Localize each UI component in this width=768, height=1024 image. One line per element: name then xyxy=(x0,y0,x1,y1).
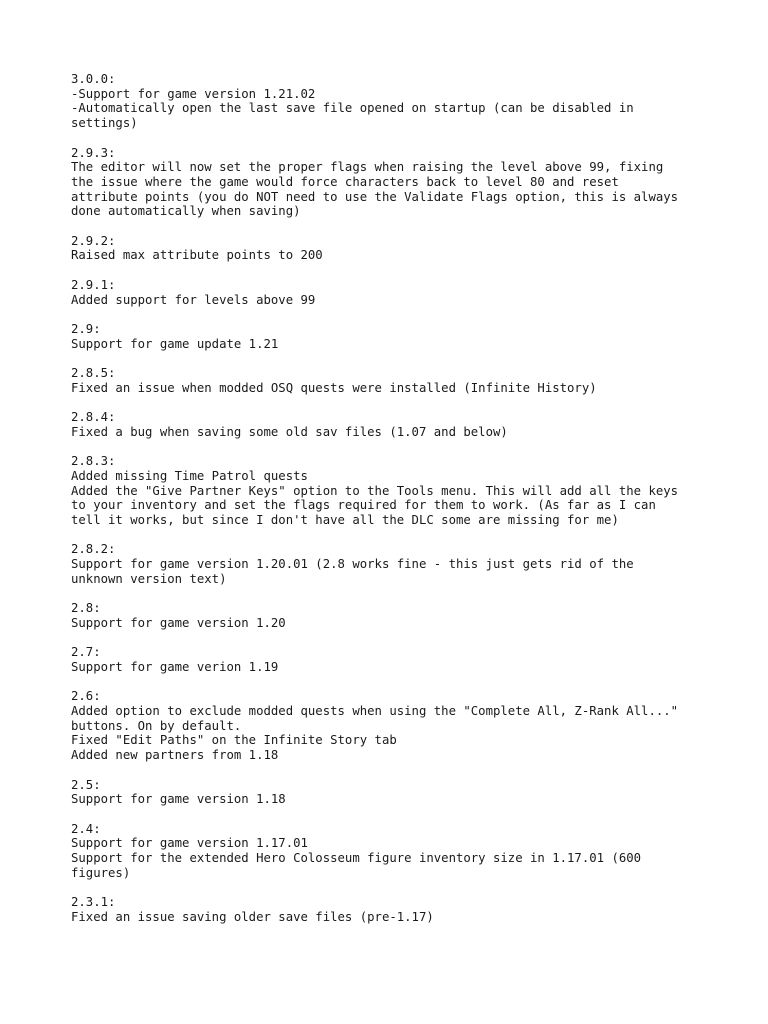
change-line: Support for game verion 1.19 xyxy=(71,659,279,674)
change-line: Support for the extended Hero Colosseum figure inventory size in 1.17.01 (600 figures) xyxy=(71,851,642,880)
change-line: Fixed "Edit Paths" on the Infinite Story tab xyxy=(71,733,397,748)
changelog-entry xyxy=(71,454,711,528)
version-heading: 2.8.3: xyxy=(71,454,116,469)
changelog-entry xyxy=(71,146,711,220)
change-line: Fixed a bug when saving some old sav files (1.07 and below) xyxy=(71,424,508,439)
changelog-entry xyxy=(71,278,711,307)
version-heading: 2.8.4: xyxy=(71,410,116,425)
changelog-document xyxy=(71,72,711,939)
changelog-entry xyxy=(71,778,711,807)
changelog-entry xyxy=(71,322,711,351)
change-line: Raised max attribute points to 200 xyxy=(71,248,323,263)
change-line: Support for game version 1.17.01 xyxy=(71,836,308,851)
version-heading: 2.8.2: xyxy=(71,542,116,557)
change-line: -Automatically open the last save file opened on startup (can be disabled in settings) xyxy=(71,101,634,131)
changelog-entry xyxy=(71,410,711,439)
version-heading: 2.7: xyxy=(71,645,101,660)
changelog-entry xyxy=(71,645,711,674)
changelog-entry xyxy=(71,366,711,395)
changelog-entry xyxy=(71,72,711,131)
change-line: Support for game version 1.20.01 (2.8 works fine - this just gets rid of the unknown version text) xyxy=(71,557,634,586)
version-heading: 2.3.1: xyxy=(71,895,116,910)
change-line: Added new partners from 1.18 xyxy=(71,748,279,763)
change-line: Fixed an issue saving older save files (pre-1.17) xyxy=(71,909,434,924)
change-line: The editor will now set the proper flags when raising the level above 99, fixing the issue where the game would force characters back to level 80 and reset attribute points (you do NOT need to use the Validate Flags option, this is always done automatically when saving) xyxy=(71,160,679,219)
change-line: Added option to exclude modded quests when using the "Complete All, Z-Rank All..." buttons. On by default. xyxy=(71,704,679,733)
version-heading: 2.8: xyxy=(71,601,101,616)
version-heading: 2.6: xyxy=(71,689,101,704)
version-heading: 2.8.5: xyxy=(71,365,116,380)
change-line: -Support for game version 1.21.02 xyxy=(71,86,316,101)
version-heading: 2.9.2: xyxy=(71,233,116,248)
version-heading: 2.9.1: xyxy=(71,277,116,292)
version-heading: 2.4: xyxy=(71,821,101,836)
changelog-entry xyxy=(71,601,711,630)
version-heading: 2.9: xyxy=(71,321,101,336)
change-line: Added missing Time Patrol quests xyxy=(71,468,308,483)
changelog-entry xyxy=(71,542,711,586)
change-line: Added the "Give Partner Keys" option to the Tools menu. This will add all the keys to your inventory and set the flags required for them to work. (As far as I can tell it works, but since I don't have all the DLC some are missing for me) xyxy=(71,483,679,527)
change-line: Added support for levels above 99 xyxy=(71,292,316,307)
version-heading: 2.9.3: xyxy=(71,145,116,160)
change-line: Fixed an issue when modded OSQ quests were installed (Infinite History) xyxy=(71,380,597,395)
changelog-entry xyxy=(71,234,711,263)
changelog-entry xyxy=(71,895,711,924)
version-heading: 2.5: xyxy=(71,777,101,792)
change-line: Support for game version 1.20 xyxy=(71,615,286,630)
change-line: Support for game version 1.18 xyxy=(71,792,286,807)
changelog-entry xyxy=(71,822,711,881)
version-heading: 3.0.0: xyxy=(71,72,116,86)
changelog-entry xyxy=(71,689,711,763)
change-line: Support for game update 1.21 xyxy=(71,336,279,351)
